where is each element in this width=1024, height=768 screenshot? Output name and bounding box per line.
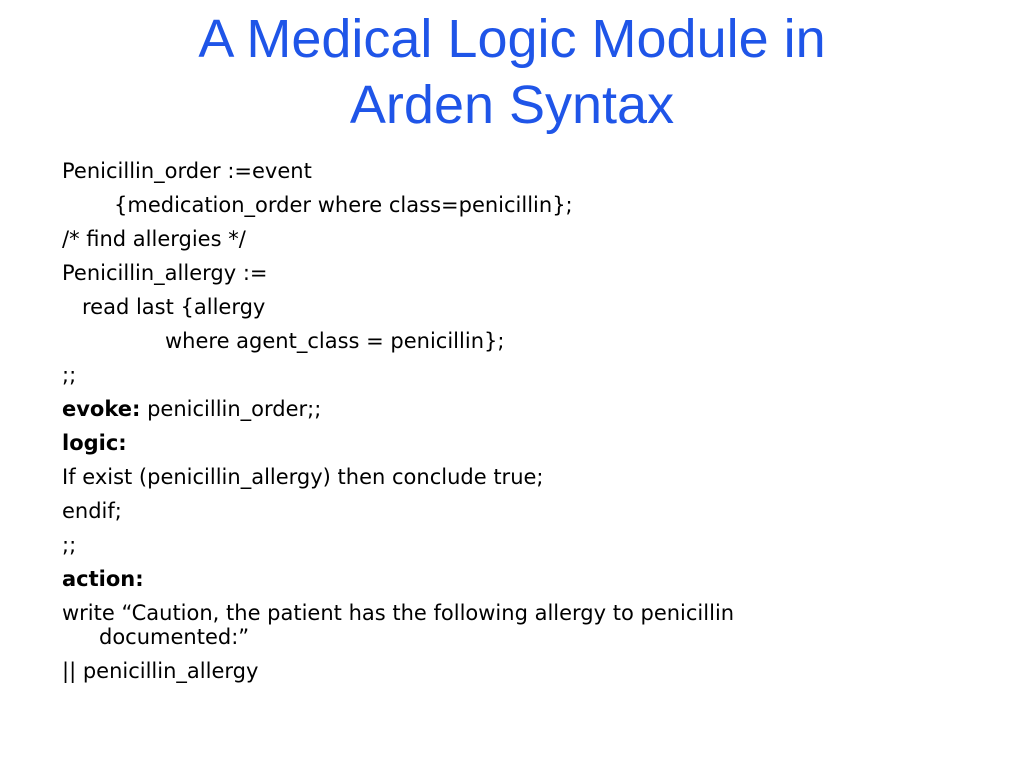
title-line-2: Arden Syntax [349,75,675,135]
code-line [62,156,982,190]
code-line [62,462,982,496]
code-line [62,598,982,656]
code-text: write “Caution, the patient has the following allergy to penicillin [62,601,735,625]
code-text: penicillin_order;; [140,397,322,421]
code-text-continuation: documented:” [99,625,250,649]
code-text: If exist (penicillin_allergy) then conclude true; [62,465,544,489]
keyword-action: action: [62,567,144,591]
code-line [62,326,982,360]
code-text: ;; [62,533,77,557]
code-text: || penicillin_allergy [62,659,259,683]
code-line [62,530,982,564]
keyword-evoke: evoke: [62,397,141,421]
code-text: endif; [62,499,122,523]
code-text: {medication_order where class=penicillin}; [114,193,573,217]
code-text: where agent_class = penicillin}; [165,329,505,353]
code-body [62,156,982,690]
code-line [62,564,982,598]
code-line [62,428,982,462]
code-comment: /* find allergies */ [62,227,246,251]
slide-title [0,6,1024,138]
code-line [62,258,982,292]
code-text: Penicillin_order :=event [62,159,312,183]
code-text: read last {allergy [82,295,266,319]
code-text: ;; [62,363,77,387]
title-line-1: A Medical Logic Module in [198,9,826,69]
code-line [62,394,982,428]
code-line [62,496,982,530]
code-line [62,224,982,258]
code-line [62,292,982,326]
code-line [62,360,982,394]
keyword-logic: logic: [62,431,127,455]
code-text: Penicillin_allergy := [62,261,268,285]
code-line [62,656,982,690]
code-line [62,190,982,224]
